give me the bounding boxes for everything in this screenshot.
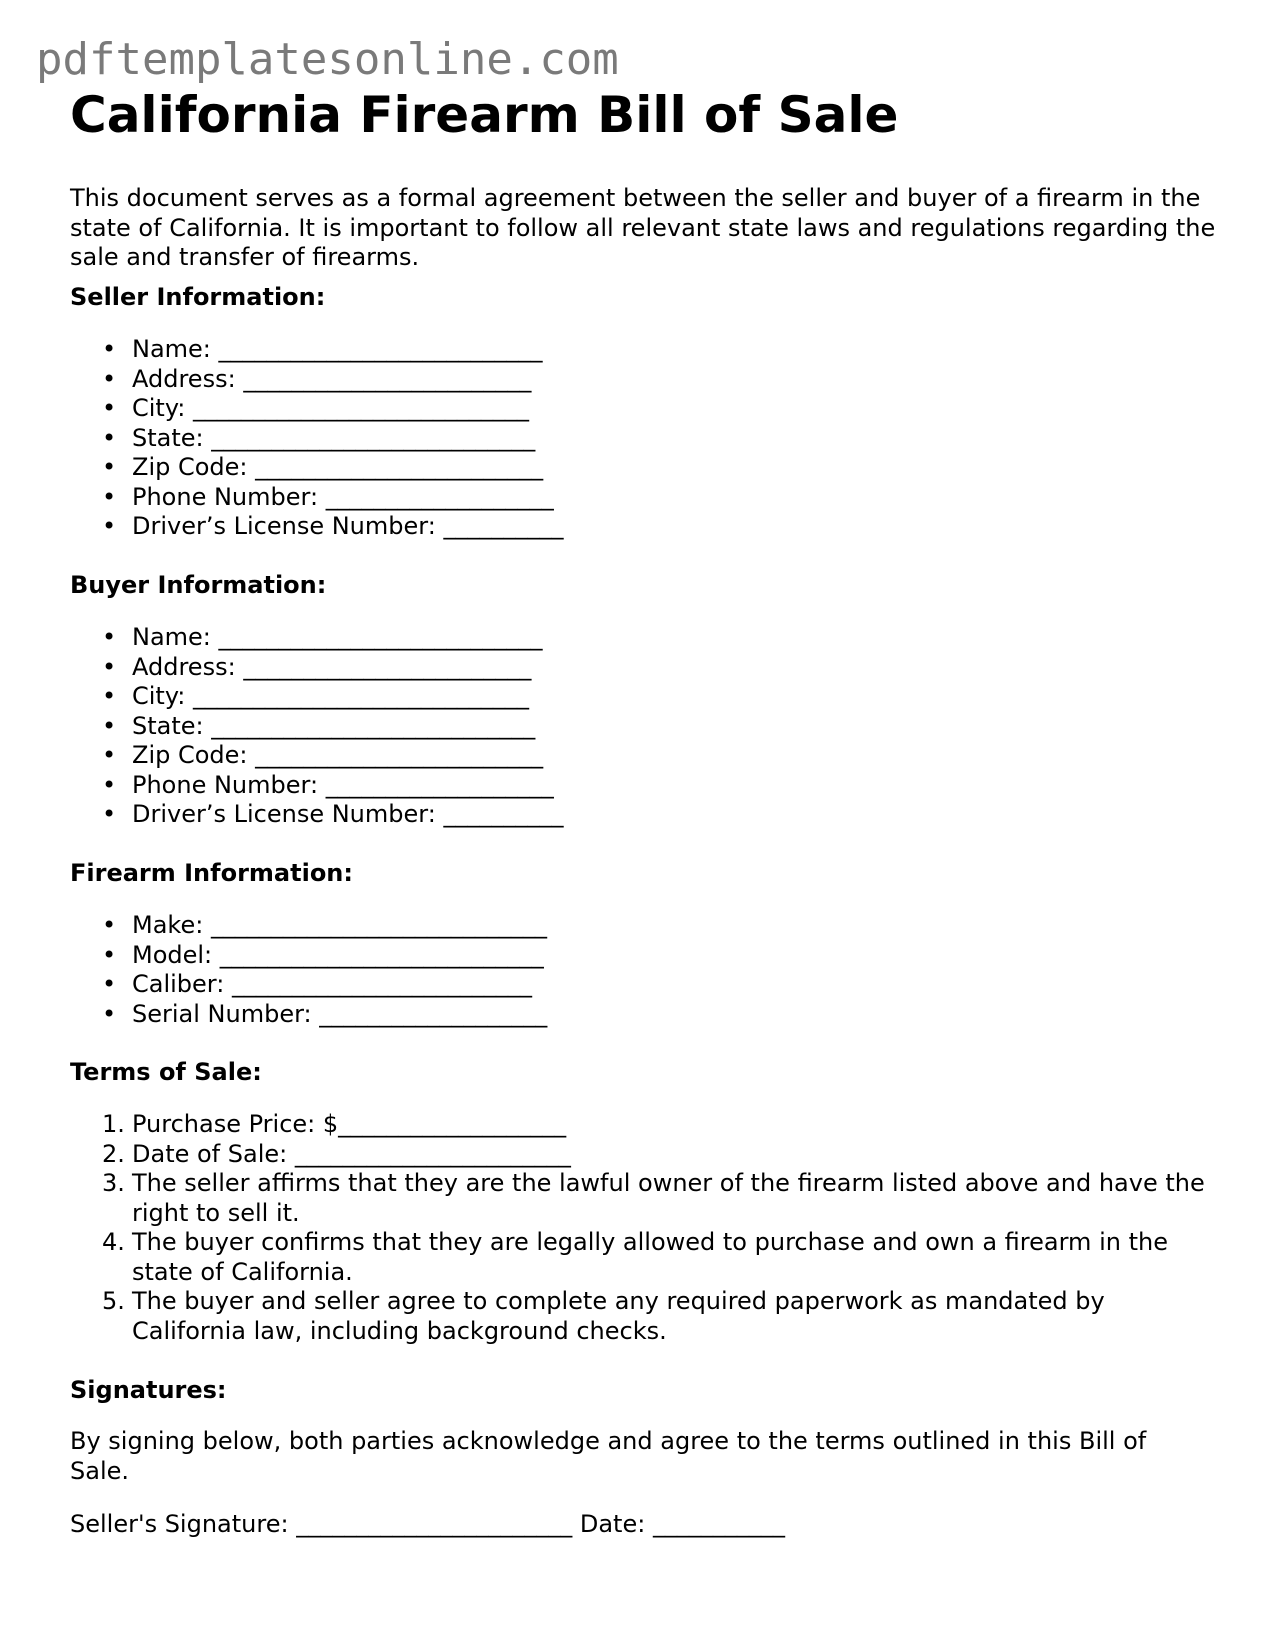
seller-license-field[interactable]	[70, 512, 563, 542]
seller-signature-line	[70, 1510, 785, 1540]
date-blank[interactable]: ___________	[652, 1510, 785, 1538]
seller-state-field[interactable]	[70, 424, 563, 454]
term-number: 1.	[102, 1110, 125, 1138]
term-text: Purchase Price: $___________________	[132, 1110, 567, 1138]
term-text: Date of Sale: _______________________	[132, 1139, 571, 1168]
term-item-purchase-price[interactable]	[70, 1110, 1220, 1140]
bullet-mark: •	[102, 770, 117, 799]
term-number: 5.	[102, 1287, 125, 1315]
buyer-name-field[interactable]	[70, 623, 563, 653]
terms-heading: Terms of Sale:	[70, 1058, 262, 1086]
seller-heading: Seller Information:	[70, 283, 326, 311]
bullet-mark: •	[102, 711, 117, 740]
bullet-mark: •	[102, 911, 117, 939]
date-label: Date:	[579, 1510, 646, 1538]
term-item-paperwork	[70, 1287, 1220, 1346]
bullet-mark: •	[102, 970, 117, 998]
field-blank[interactable]: _________________________	[231, 970, 532, 998]
firearm-fields-list	[70, 911, 547, 1029]
term-item-date-of-sale[interactable]	[70, 1140, 1220, 1170]
buyer-license-field[interactable]	[70, 800, 563, 830]
field-label: State:	[132, 423, 204, 452]
field-label: Name:	[132, 335, 211, 363]
bullet-mark: •	[102, 652, 117, 681]
buyer-address-field[interactable]	[70, 653, 563, 683]
seller-phone-field[interactable]	[70, 483, 563, 513]
firearm-heading: Firearm Information:	[70, 859, 353, 887]
seller-city-field[interactable]	[70, 394, 563, 424]
term-text: The seller affirms that they are the lawful owner of the firearm listed above and have the right to sell it.	[132, 1169, 1205, 1227]
field-label: Phone Number:	[132, 482, 319, 511]
field-blank[interactable]: ___________________	[319, 999, 548, 1028]
bullet-mark: •	[102, 423, 117, 452]
firearm-make-field[interactable]	[70, 911, 547, 941]
seller-fields-list	[70, 335, 563, 542]
bullet-mark: •	[102, 940, 117, 969]
field-blank[interactable]: ___________________________	[211, 711, 536, 740]
field-label: Phone Number:	[132, 770, 319, 799]
field-label: Name:	[132, 623, 211, 651]
term-number: 2.	[102, 1139, 125, 1168]
seller-zip-field[interactable]	[70, 453, 563, 483]
field-blank[interactable]: __________	[443, 512, 564, 540]
buyer-zip-field[interactable]	[70, 741, 563, 771]
bullet-mark: •	[102, 623, 117, 651]
watermark: pdftemplatesonline.com	[36, 34, 619, 85]
bullet-mark: •	[102, 999, 117, 1028]
bullet-mark: •	[102, 512, 117, 540]
seller-address-field[interactable]	[70, 365, 563, 395]
field-label: City:	[132, 682, 186, 710]
terms-list	[70, 1110, 1220, 1346]
field-label: Zip Code:	[132, 453, 248, 481]
field-blank[interactable]: ________________________	[255, 741, 544, 769]
signatures-heading: Signatures:	[70, 1376, 227, 1404]
field-label: State:	[132, 711, 204, 740]
signatures-statement: By signing below, both parties acknowledge and agree to the terms outlined in this Bill of Sale.	[70, 1427, 1147, 1485]
bullet-mark: •	[102, 741, 117, 769]
field-blank[interactable]: __________	[443, 800, 564, 828]
seller-signature-label: Seller's Signature:	[70, 1510, 289, 1538]
field-label: Zip Code:	[132, 741, 248, 769]
firearm-model-field[interactable]	[70, 941, 547, 971]
field-blank[interactable]: ___________________________	[219, 940, 544, 969]
field-blank[interactable]: ________________________	[243, 652, 532, 681]
firearm-caliber-field[interactable]	[70, 970, 547, 1000]
intro-paragraph: This document serves as a formal agreement between the seller and buyer of a firearm in the state of California. It is important to follow all relevant state laws and regulations regarding the sale and transfer of firearms.	[70, 184, 1216, 271]
term-number: 3.	[102, 1169, 125, 1197]
term-text: The buyer confirms that they are legally allowed to purchase and own a firearm in the state of California.	[132, 1228, 1168, 1286]
field-label: Caliber:	[132, 970, 225, 998]
field-label: Driver’s License Number:	[132, 800, 436, 828]
buyer-heading: Buyer Information:	[70, 571, 327, 599]
seller-signature-blank[interactable]: _______________________	[296, 1510, 573, 1538]
field-blank[interactable]: ________________________	[243, 364, 532, 393]
field-label: Driver’s License Number:	[132, 512, 436, 540]
field-blank[interactable]: ________________________	[255, 453, 544, 481]
field-label: Address:	[132, 652, 236, 681]
bullet-mark: •	[102, 800, 117, 828]
field-blank[interactable]: ____________________________	[193, 682, 530, 710]
buyer-phone-field[interactable]	[70, 771, 563, 801]
bullet-mark: •	[102, 394, 117, 422]
field-blank[interactable]: ___________________	[325, 770, 554, 799]
firearm-serial-field[interactable]	[70, 1000, 547, 1030]
field-blank[interactable]: ___________________________	[218, 335, 543, 363]
term-text: The buyer and seller agree to complete any required paperwork as mandated by California law, including background checks.	[132, 1287, 1105, 1345]
bullet-mark: •	[102, 364, 117, 393]
field-blank[interactable]: ____________________________	[210, 911, 547, 939]
term-number: 4.	[102, 1228, 125, 1256]
field-blank[interactable]: ___________________________	[211, 423, 536, 452]
term-item-buyer-confirms	[70, 1228, 1220, 1287]
field-label: Serial Number:	[132, 999, 312, 1028]
bullet-mark: •	[102, 335, 117, 363]
field-blank[interactable]: ___________________________	[218, 623, 543, 651]
buyer-state-field[interactable]	[70, 712, 563, 742]
bullet-mark: •	[102, 682, 117, 710]
seller-name-field[interactable]	[70, 335, 563, 365]
field-blank[interactable]: ___________________	[325, 482, 554, 511]
buyer-city-field[interactable]	[70, 682, 563, 712]
buyer-fields-list	[70, 623, 563, 830]
field-blank[interactable]: ____________________________	[193, 394, 530, 422]
field-label: City:	[132, 394, 186, 422]
field-label: Make:	[132, 911, 204, 939]
bullet-mark: •	[102, 453, 117, 481]
bullet-mark: •	[102, 482, 117, 511]
page-title: California Firearm Bill of Sale	[70, 86, 899, 144]
field-label: Model:	[132, 940, 213, 969]
field-label: Address:	[132, 364, 236, 393]
term-item-seller-affirms	[70, 1169, 1220, 1228]
